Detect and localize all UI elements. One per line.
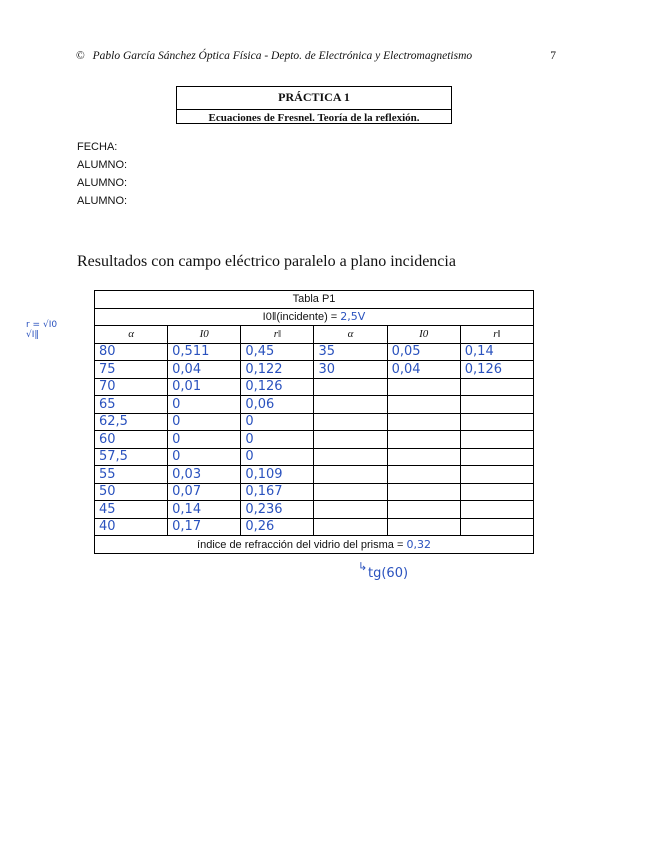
cell-i0: 0: [168, 448, 241, 466]
table-row: [95, 378, 534, 396]
cell-r-2: [460, 483, 533, 501]
cell-r: 0,167: [241, 483, 314, 501]
practice-subtitle: Ecuaciones de Fresnel. Teoría de la reflexión.: [177, 109, 451, 124]
cell-i0-2: [387, 431, 460, 449]
cell-alpha-2: [314, 501, 387, 519]
field-student-2: ALUMNO:: [77, 177, 128, 189]
page-header: [76, 50, 556, 62]
cell-i0: 0: [168, 413, 241, 431]
incident-value: 2,5V: [340, 310, 366, 324]
cell-r-2: [460, 413, 533, 431]
copyright-symbol: ©: [76, 50, 85, 62]
table-row: [95, 501, 534, 519]
cell-r: 0,45: [241, 343, 314, 361]
table-row: [95, 518, 534, 536]
cell-r-2: [460, 466, 533, 484]
table-row: [95, 396, 534, 414]
results-table: [94, 290, 534, 554]
table-row: [95, 361, 534, 379]
cell-r: 0: [241, 413, 314, 431]
table-body: [95, 343, 534, 536]
field-student-3: ALUMNO:: [77, 195, 128, 207]
page-number: 7: [550, 50, 556, 62]
cell-i0-2: [387, 501, 460, 519]
cell-i0-2: [387, 378, 460, 396]
cell-i0-2: 0,04: [387, 361, 460, 379]
cell-alpha: 62,5: [95, 413, 168, 431]
cell-i0: 0,07: [168, 483, 241, 501]
cell-i0-2: [387, 396, 460, 414]
table-header-row: [95, 326, 534, 344]
cell-alpha-2: 35: [314, 343, 387, 361]
cell-alpha: 55: [95, 466, 168, 484]
handwritten-formula: [26, 320, 57, 340]
cell-r: 0,122: [241, 361, 314, 379]
cell-r: 0,109: [241, 466, 314, 484]
cell-r: 0,126: [241, 378, 314, 396]
cell-i0: 0,01: [168, 378, 241, 396]
cell-alpha: 70: [95, 378, 168, 396]
refraction-index-row: [95, 536, 534, 554]
cell-alpha-2: 30: [314, 361, 387, 379]
col-header-alpha: α: [95, 326, 168, 344]
incident-intensity: [95, 308, 534, 326]
student-fields: [77, 138, 127, 210]
formula-line-2: √I‖: [26, 330, 39, 340]
cell-i0: 0: [168, 431, 241, 449]
section-title: Resultados con campo eléctrico paralelo a plano incidencia: [77, 253, 456, 270]
refraction-value: 0,32: [406, 537, 431, 551]
incident-label: I0‖(incidente) =: [262, 311, 338, 324]
cell-alpha-2: [314, 378, 387, 396]
cell-alpha: 40: [95, 518, 168, 536]
cell-i0: 0: [168, 396, 241, 414]
cell-i0: 0,04: [168, 361, 241, 379]
table-row: [95, 466, 534, 484]
cell-alpha: 45: [95, 501, 168, 519]
table-row: [95, 343, 534, 361]
col-header-alpha-2: α: [314, 326, 387, 344]
cell-alpha-2: [314, 413, 387, 431]
cell-r-2: [460, 448, 533, 466]
cell-r-2: [460, 431, 533, 449]
cell-r: 0: [241, 431, 314, 449]
cell-i0-2: [387, 518, 460, 536]
cell-r: 0,26: [241, 518, 314, 536]
col-header-r-2: r‖: [460, 326, 533, 344]
cell-alpha: 65: [95, 396, 168, 414]
cell-alpha: 60: [95, 431, 168, 449]
cell-i0-2: [387, 448, 460, 466]
field-date: FECHA:: [77, 141, 118, 153]
cell-i0-2: [387, 466, 460, 484]
cell-alpha-2: [314, 483, 387, 501]
refraction-label: índice de refracción del vidrio del prisma =: [197, 538, 404, 551]
cell-r-2: [460, 501, 533, 519]
header-text: Pablo García Sánchez Óptica Física - Depto. de Electrónica y Electromagnetismo: [92, 50, 473, 62]
note-text: tg(60): [368, 566, 409, 581]
cell-alpha: 75: [95, 361, 168, 379]
cell-r-2: [460, 378, 533, 396]
cell-r-2: [460, 518, 533, 536]
cell-i0: 0,511: [168, 343, 241, 361]
practice-title: PRÁCTICA 1: [278, 90, 350, 104]
table-row: [95, 483, 534, 501]
table-row: [95, 431, 534, 449]
table-row: [95, 448, 534, 466]
cell-r: 0,236: [241, 501, 314, 519]
cell-r: 0,06: [241, 396, 314, 414]
handwritten-note: [358, 560, 409, 581]
col-header-i0-2: I0: [387, 326, 460, 344]
cell-i0-2: [387, 413, 460, 431]
cell-alpha-2: [314, 396, 387, 414]
note-arrow: ↳: [358, 560, 368, 573]
cell-r-2: 0,14: [460, 343, 533, 361]
cell-i0-2: [387, 483, 460, 501]
cell-i0-2: 0,05: [387, 343, 460, 361]
cell-r: 0: [241, 448, 314, 466]
col-header-i0: I0: [168, 326, 241, 344]
cell-alpha: 80: [95, 343, 168, 361]
formula-line-1: r = √I0: [26, 320, 58, 330]
cell-alpha: 57,5: [95, 448, 168, 466]
table-caption: Tabla P1: [95, 291, 534, 309]
cell-i0: 0,03: [168, 466, 241, 484]
col-header-r: r‖: [241, 326, 314, 344]
cell-alpha: 50: [95, 483, 168, 501]
cell-alpha-2: [314, 448, 387, 466]
cell-i0: 0,14: [168, 501, 241, 519]
cell-alpha-2: [314, 518, 387, 536]
table-row: [95, 413, 534, 431]
field-student-1: ALUMNO:: [77, 159, 128, 171]
cell-alpha-2: [314, 466, 387, 484]
cell-i0: 0,17: [168, 518, 241, 536]
title-box: [176, 86, 452, 124]
cell-r-2: [460, 396, 533, 414]
cell-r-2: 0,126: [460, 361, 533, 379]
cell-alpha-2: [314, 431, 387, 449]
